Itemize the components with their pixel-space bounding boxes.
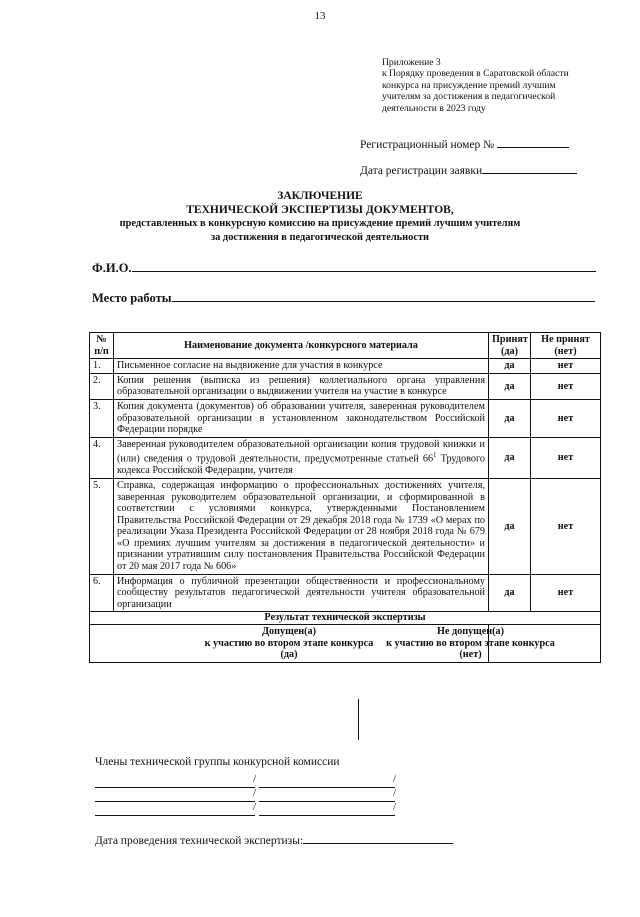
row-num: 5. <box>90 478 114 574</box>
result-title: Результат технической экспертизы <box>90 612 601 625</box>
row-text: Копия решения (выписка из решения) коллегиального органа управления образовательной организации о выдвижении учителя на участие в конкурсе <box>114 373 489 399</box>
members-label: Члены технической группы конкурсной комиссии <box>95 756 340 768</box>
row-no[interactable]: нет <box>531 399 601 437</box>
appendix-note <box>382 57 622 114</box>
result-title-row <box>90 612 601 625</box>
table-row <box>90 373 601 399</box>
table-header-row <box>90 333 601 359</box>
exam-date-row <box>95 832 453 847</box>
name-line[interactable] <box>259 815 395 816</box>
slash: / <box>393 787 397 799</box>
slash: / <box>253 787 257 799</box>
appendix-line: Приложение 3 <box>382 57 441 68</box>
registration-number-label: Регистрационный номер № <box>360 139 495 151</box>
header-accepted: Принят (да) <box>489 333 531 359</box>
row-yes[interactable]: да <box>489 373 531 399</box>
slash: / <box>253 773 257 785</box>
registration-date <box>360 162 577 177</box>
table-row <box>90 399 601 437</box>
fio-label: Ф.И.О. <box>92 261 132 275</box>
table-row <box>90 574 601 612</box>
title-line: ЗАКЛЮЧЕНИЕ <box>277 190 363 202</box>
appendix-line: конкурса на присуждение премий лучшим <box>382 79 556 91</box>
row-yes[interactable]: да <box>489 478 531 574</box>
row-yes[interactable]: да <box>489 437 531 478</box>
appendix-line: учителям за достижения в педагогической <box>382 91 556 103</box>
row-num: 1. <box>90 359 114 374</box>
name-line[interactable] <box>259 801 395 802</box>
slash: / <box>253 801 257 813</box>
workplace-label: Место работы <box>92 291 172 305</box>
workplace-field-row <box>92 288 595 306</box>
table-row <box>90 478 601 574</box>
row-yes[interactable]: да <box>489 574 531 612</box>
registration-number <box>360 136 569 151</box>
row-yes[interactable]: да <box>489 359 531 374</box>
row-num: 3. <box>90 399 114 437</box>
row-text: Письменное согласие на выдвижение для участия в конкурсе <box>114 359 489 374</box>
table-row <box>90 359 601 374</box>
slash: / <box>393 801 397 813</box>
row-no[interactable]: нет <box>531 437 601 478</box>
row-no[interactable]: нет <box>531 478 601 574</box>
title-line: ТЕХНИЧЕСКОЙ ЭКСПЕРТИЗЫ ДОКУМЕНТОВ, <box>186 203 454 216</box>
row-text: Информация о публичной презентации общественности и профессиональному сообществу результатов педагогической деятельности учителя образовательной организации <box>114 574 489 612</box>
fio-field-row <box>92 258 596 276</box>
row-yes[interactable]: да <box>489 399 531 437</box>
row-text: Справка, содержащая информацию о профессиональных достижениях учителя, заверенная руководителем образовательной организации, и сформированной в соответствии с условиями конкурса, утвержденными Постановлением Правительства Российской Федерации от 29 декабря 2018 года № 1739 «О мерах по реализации Указа Президента Российской Федерации от 28 ноября 2018 года № 679 «О премиях лучшим учителям за достижения в педагогической деятельности» и признании утратившим силу постановления Правительства Российской Федерации от 20 мая 2017 года № 606» <box>114 478 489 574</box>
appendix-line: к Порядку проведения в Саратовской области <box>382 68 569 80</box>
document-title <box>0 190 640 244</box>
appendix-line: деятельности в 2023 году <box>382 102 486 114</box>
name-line[interactable] <box>259 787 395 788</box>
row-num: 4. <box>90 437 114 478</box>
result-admitted[interactable]: Допущен(а) к участию во втором этапе конкурса (да) <box>90 625 489 663</box>
registration-date-field[interactable] <box>482 162 577 174</box>
signature-line[interactable] <box>95 801 255 802</box>
header-name: Наименование документа /конкурсного материала <box>114 333 489 359</box>
fio-field[interactable] <box>132 258 596 272</box>
registration-number-field[interactable] <box>497 136 569 148</box>
result-divider <box>358 699 359 740</box>
row-no[interactable]: нет <box>531 574 601 612</box>
registration-date-label: Дата регистрации заявки <box>360 165 483 177</box>
row-no[interactable]: нет <box>531 373 601 399</box>
result-not-admitted[interactable]: Не допущен(а) к участию во втором этапе конкурса (нет) <box>489 625 601 663</box>
signature-line[interactable] <box>95 815 255 816</box>
row-no[interactable]: нет <box>531 359 601 374</box>
row-text: Заверенная руководителем образовательной организации копия трудовой книжки и (или) сведения о трудовой деятельности, предусмотренные статьей $66^1$ Трудового кодекса Российской Федерации, учителя <box>114 437 489 478</box>
signature-line[interactable] <box>95 787 255 788</box>
exam-date-label: Дата проведения технической экспертизы: <box>95 835 304 847</box>
header-not-accepted: Не принят (нет) <box>531 333 601 359</box>
title-line: за достижения в педагогической деятельности <box>210 231 430 243</box>
table-row <box>90 437 601 478</box>
row-num: 2. <box>90 373 114 399</box>
slash: / <box>393 773 397 785</box>
header-num: № п/п <box>90 333 114 359</box>
page-number: 13 <box>314 10 326 22</box>
row-text: Копия документа (документов) об образовании учителя, заверенная руководителем образовательной организации в установленном законодательством Российской Федерации порядке <box>114 399 489 437</box>
title-line: представленных в конкурсную комиссию на присуждение премий лучшим учителям <box>119 218 521 229</box>
exam-date-field[interactable] <box>303 832 453 844</box>
row-num: 6. <box>90 574 114 612</box>
documents-table <box>89 332 601 663</box>
workplace-field[interactable] <box>172 288 595 302</box>
result-row <box>90 625 601 663</box>
